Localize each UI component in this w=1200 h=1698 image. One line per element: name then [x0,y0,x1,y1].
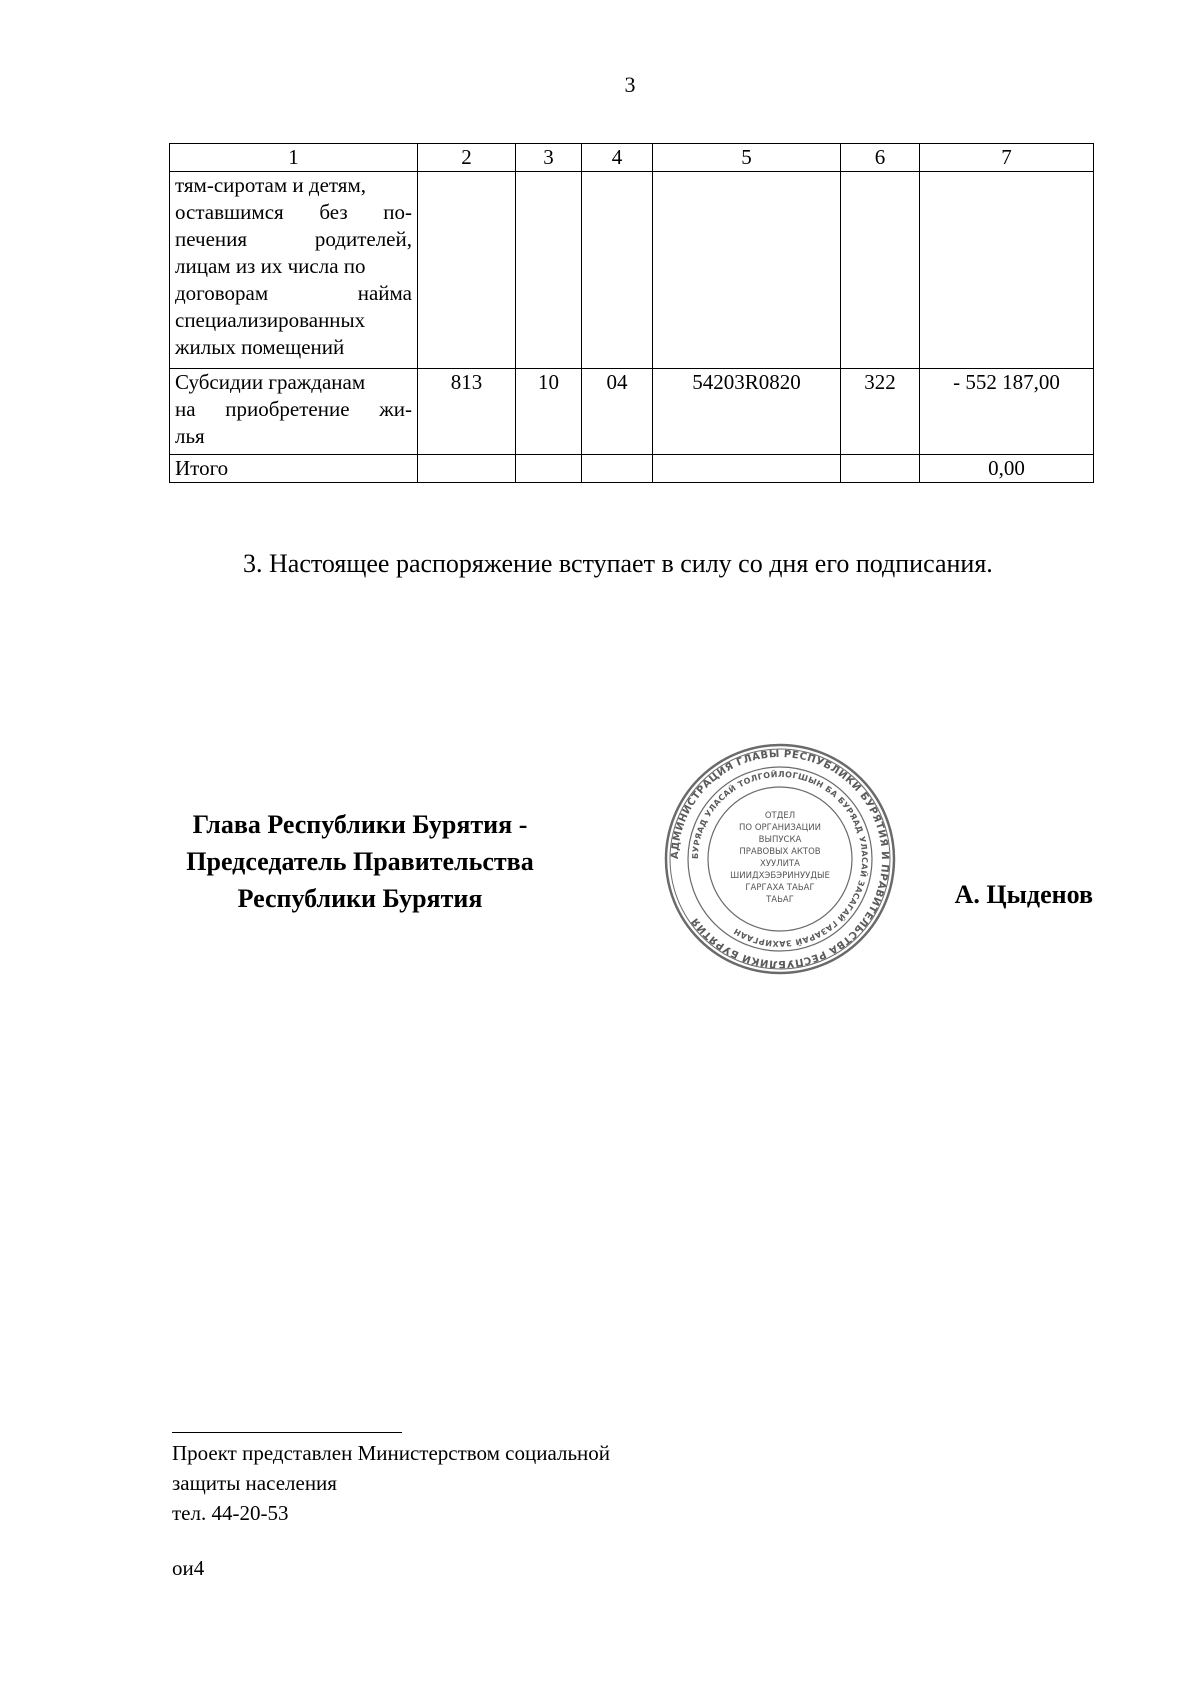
cell-department-code [418,172,516,369]
footnote-line: защиты населения [172,1471,337,1495]
seal-center-line: ШИИДХЭБЭРИНУУДЫЕ [730,871,830,881]
seal-inner-text: БУРЯАД УЛАСАЙ ТОЛГОЙЛОГШЫН БА БУРЯАД УЛАСАЙ ЗАСАГАЙ ГАЗАРАЙ ЗАХИРГААН [690,769,870,949]
row-description [170,369,418,455]
official-seal [664,743,896,975]
table-row [170,369,1094,455]
cell-expense-type [841,172,920,369]
cell-amount [920,172,1094,369]
footnote-divider [172,1432,402,1433]
table-row [170,172,1094,369]
description-line: специализированных [175,308,366,332]
row-description [170,172,418,369]
total-label: Итого [170,455,418,483]
cell-amount: - 552 187,00 [920,369,1094,455]
description-line: договорам найма [175,281,412,305]
seal-center-line: ВЫПУСКА [758,835,802,845]
document-code: ои4 [172,1556,205,1580]
column-header: 4 [582,144,653,172]
table-total-row [170,455,1094,483]
seal-center-line: ПО ОРГАНИЗАЦИИ [739,823,821,833]
column-header: 3 [516,144,582,172]
description-line: жилых помещений [175,335,345,359]
budget-table [169,143,1094,483]
footnote [172,1438,610,1528]
cell-target-article [653,172,841,369]
page-number: 3 [624,72,636,97]
cell-target-article: 54203R0820 [653,369,841,455]
footnote-line: тел. 44-20-53 [172,1501,289,1525]
description-line: Субсидии гражданам [175,370,366,394]
cell-section-code: 10 [516,369,582,455]
table-header-row [170,144,1094,172]
total-value: 0,00 [920,455,1094,483]
signatory-title-line: Председатель Правительства [186,847,534,876]
description-line: на приобретение жи- [175,397,412,421]
signatory-title-line: Глава Республики Бурятия - [192,810,528,839]
signatory-name: А. Цыденов [954,880,1093,909]
description-line: печения родителей, [175,227,412,251]
description-line: лицам из их числа по [175,254,366,278]
seal-center-line: ПРАВОВЫХ АКТОВ [739,847,821,857]
seal-center-line: ТАЬАГ [766,895,794,905]
cell-department-code: 813 [418,369,516,455]
column-header: 2 [418,144,516,172]
column-header: 5 [653,144,841,172]
column-header: 7 [920,144,1094,172]
footnote-line: Проект представлен Министерством социальной [172,1441,611,1465]
description-line: тям-сиротам и детям, [175,173,367,197]
seal-outer-text: АДМИНИСТРАЦИЯ ГЛАВЫ РЕСПУБЛИКИ БУРЯТИЯ И ПРАВИТЕЛЬСТВА РЕСПУБЛИКИ БУРЯТИЯ [669,748,891,970]
cell-expense-type: 322 [841,369,920,455]
cell-subsection-code [582,172,653,369]
description-line: оставшимся без по- [175,200,412,224]
description-line: лья [175,424,205,448]
signatory-title [150,806,570,917]
column-header: 6 [841,144,920,172]
cell-subsection-code: 04 [582,369,653,455]
signatory-title-line: Республики Бурятия [237,884,483,913]
seal-center-line: ХУУЛИТА [760,859,800,869]
seal-center-line: ГАРГАХА ТАЬАГ [745,883,815,893]
cell-section-code [516,172,582,369]
column-header: 1 [170,144,418,172]
clause-text: 3. Настоящее распоряжение вступает в силу со дня его подписания. [243,549,993,578]
seal-center-line: ОТДЕЛ [764,811,796,821]
